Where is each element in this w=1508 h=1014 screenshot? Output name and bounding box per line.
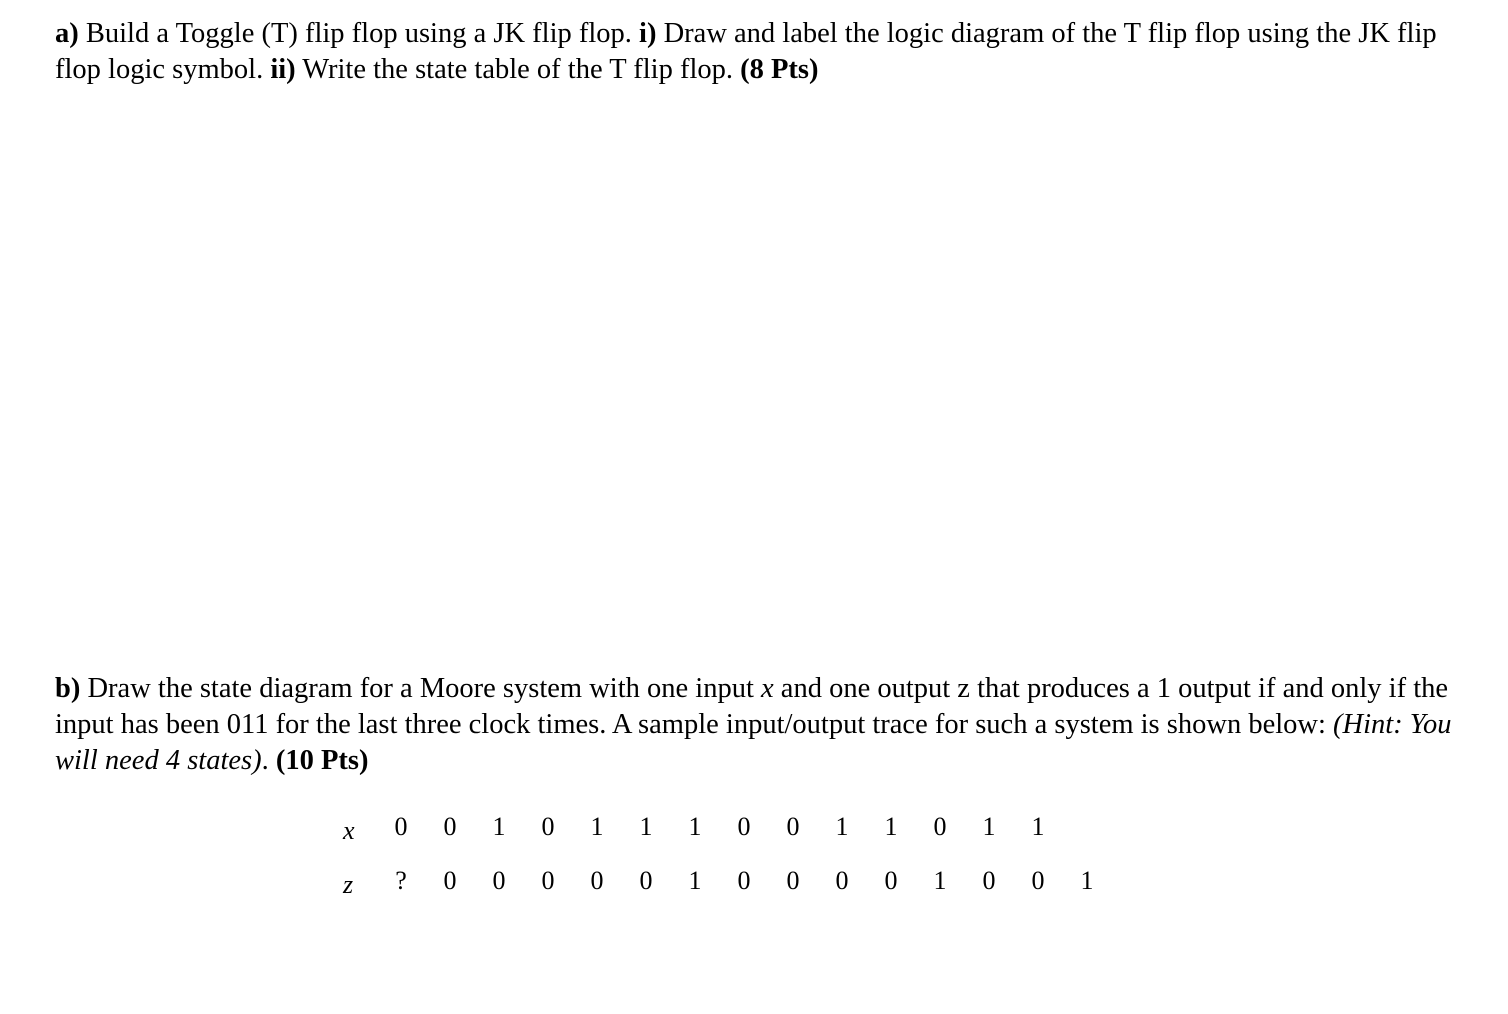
question-b: [55, 671, 1455, 779]
trace-z-value-8: 0: [737, 866, 751, 895]
trace-x-value-1: 0: [394, 812, 408, 841]
trace-z-value-10: 0: [835, 866, 849, 895]
trace-z-value-15: 1: [1080, 866, 1094, 895]
trace-z-value-4: 0: [541, 866, 555, 895]
trace-z-value-2: 0: [443, 866, 457, 895]
question-b-text-1: Draw the state diagram for a Moore system with one input: [80, 673, 762, 704]
question-a-text-2: Draw and label the logic diagram of the T flip flop using the JK flip flop logic symbol.: [55, 18, 1437, 85]
question-a-subpart-i-label: i): [639, 18, 657, 49]
trace-z-value-6: 0: [639, 866, 653, 895]
question-a-text-3: Write the state table of the T flip flop.: [295, 54, 741, 85]
question-a-text-1: Build a Toggle (T) flip flop using a JK flip flop.: [78, 18, 640, 49]
trace-x-value-11: 1: [884, 812, 898, 841]
trace-x-value-7: 1: [688, 812, 702, 841]
trace-x-value-10: 1: [835, 812, 849, 841]
trace-x-value-9: 0: [786, 812, 800, 841]
question-b-input-variable: x: [761, 673, 774, 704]
trace-x-value-6: 1: [639, 812, 653, 841]
trace-z-value-14: 0: [1031, 866, 1045, 895]
trace-x-value-13: 1: [982, 812, 996, 841]
question-b-hint: (Hint: You will need 4 states): [55, 709, 1452, 776]
question-b-text-2: and one output z that produces a 1 output if and only if the input has been 011 for the last three clock times. A sample input/output trace for such a system is shown below:: [55, 673, 1449, 740]
trace-x-value-5: 1: [590, 812, 604, 841]
question-a: [55, 16, 1455, 88]
question-b-points: (10 Pts): [275, 745, 369, 776]
trace-x-value-12: 0: [933, 812, 947, 841]
trace-z-value-12: 1: [933, 866, 947, 895]
trace-z-value-7: 1: [688, 866, 702, 895]
trace-x-value-14: 1: [1031, 812, 1045, 841]
question-a-subpart-ii-label: ii): [270, 54, 296, 85]
trace-z-value-1: ?: [395, 866, 407, 895]
question-a-points: (8 Pts): [740, 54, 819, 85]
trace-x-label: x: [343, 816, 355, 845]
question-b-label: b): [55, 673, 81, 704]
trace-x-value-2: 0: [443, 812, 457, 841]
trace-z-label: z: [343, 870, 354, 899]
question-b-text-3: .: [261, 745, 276, 776]
trace-z-value-3: 0: [492, 866, 506, 895]
trace-x-value-8: 0: [737, 812, 751, 841]
question-a-label: a): [55, 18, 79, 49]
trace-x-value-3: 1: [492, 812, 506, 841]
trace-z-value-5: 0: [590, 866, 604, 895]
trace-z-value-13: 0: [982, 866, 996, 895]
trace-x-value-4: 0: [541, 812, 555, 841]
trace-z-value-9: 0: [786, 866, 800, 895]
trace-z-value-11: 0: [884, 866, 898, 895]
